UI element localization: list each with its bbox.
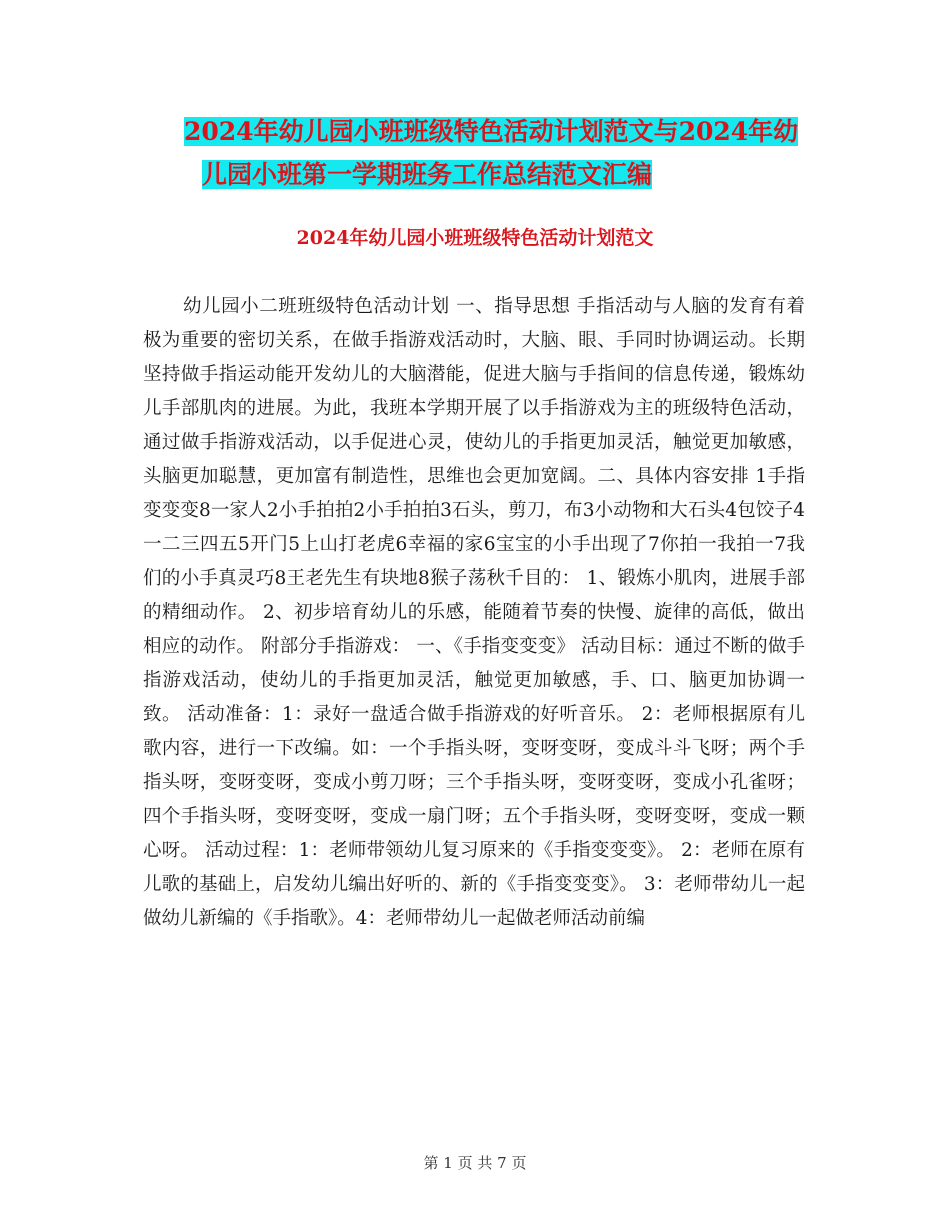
- title-line-2: [140, 153, 820, 196]
- title-line-2-text: 儿园小班第一学期班务工作总结范文汇编: [202, 160, 653, 189]
- page-footer: 第 1 页 共 7 页: [423, 1154, 527, 1172]
- title-line-1-text: 2024年幼儿园小班班级特色活动计划范文与2024年幼: [184, 117, 799, 146]
- document-title: [140, 110, 820, 196]
- title-line-1: [140, 110, 820, 153]
- section-title: 2024年幼儿园小班班级特色活动计划范文: [296, 227, 654, 249]
- body-paragraph: 幼儿园小二班班级特色活动计划 一、指导思想 手指活动与人脑的发育有着极为重要的密切关系，在做手指游戏活动时，大脑、眼、手同时协调运动。长期坚持做手指运动能开发幼儿的大脑潜能，促进大脑与手指间的信息传递，锻炼幼儿手部肌肉的进展。为此，我班本学期开展了以手指游戏为主的班级特色活动，通过做手指游戏活动，以手促进心灵，使幼儿的手指更加灵活，触觉更加敏感，头脑更加聪慧，更加富有制造性，思维也会更加宽阔。二、具体内容安排 1手指变变变8一家人2小手拍拍2小手拍拍3石头，剪刀，布3小动物和大石头4包饺子4一二三四五5开门5上山打老虎6幸福的家6宝宝的小手出现了7你拍一我拍一7我们的小手真灵巧8王老先生有块地8猴子荡秋千目的： 1、锻炼小肌肉，进展手部的精细动作。 2、初步培育幼儿的乐感，能随着节奏的快慢、旋律的高低，做出相应的动作。 附部分手指游戏： 一、《手指变变变》 活动目标：通过不断的做手指游戏活动，使幼儿的手指更加灵活，触觉更加敏感，手、口、脑更加协调一致。 活动准备：1：录好一盘适合做手指游戏的好听音乐。 2：老师根据原有儿歌内容，进行一下改编。如：一个手指头呀，变呀变呀，变成斗斗飞呀；两个手指头呀，变呀变呀，变成小剪刀呀；三个手指头呀，变呀变呀，变成小孔雀呀；四个手指头呀，变呀变呀，变成一扇门呀；五个手指头呀，变呀变呀，变成一颗心呀。 活动过程：1：老师带领幼儿复习原来的《手指变变变》。 2：老师在原有儿歌的基础上，启发幼儿编出好听的、新的《手指变变变》。 3：老师带幼儿一起做幼儿新编的《手指歌》。4：老师带幼儿一起做老师活动前编: [143, 296, 805, 929]
